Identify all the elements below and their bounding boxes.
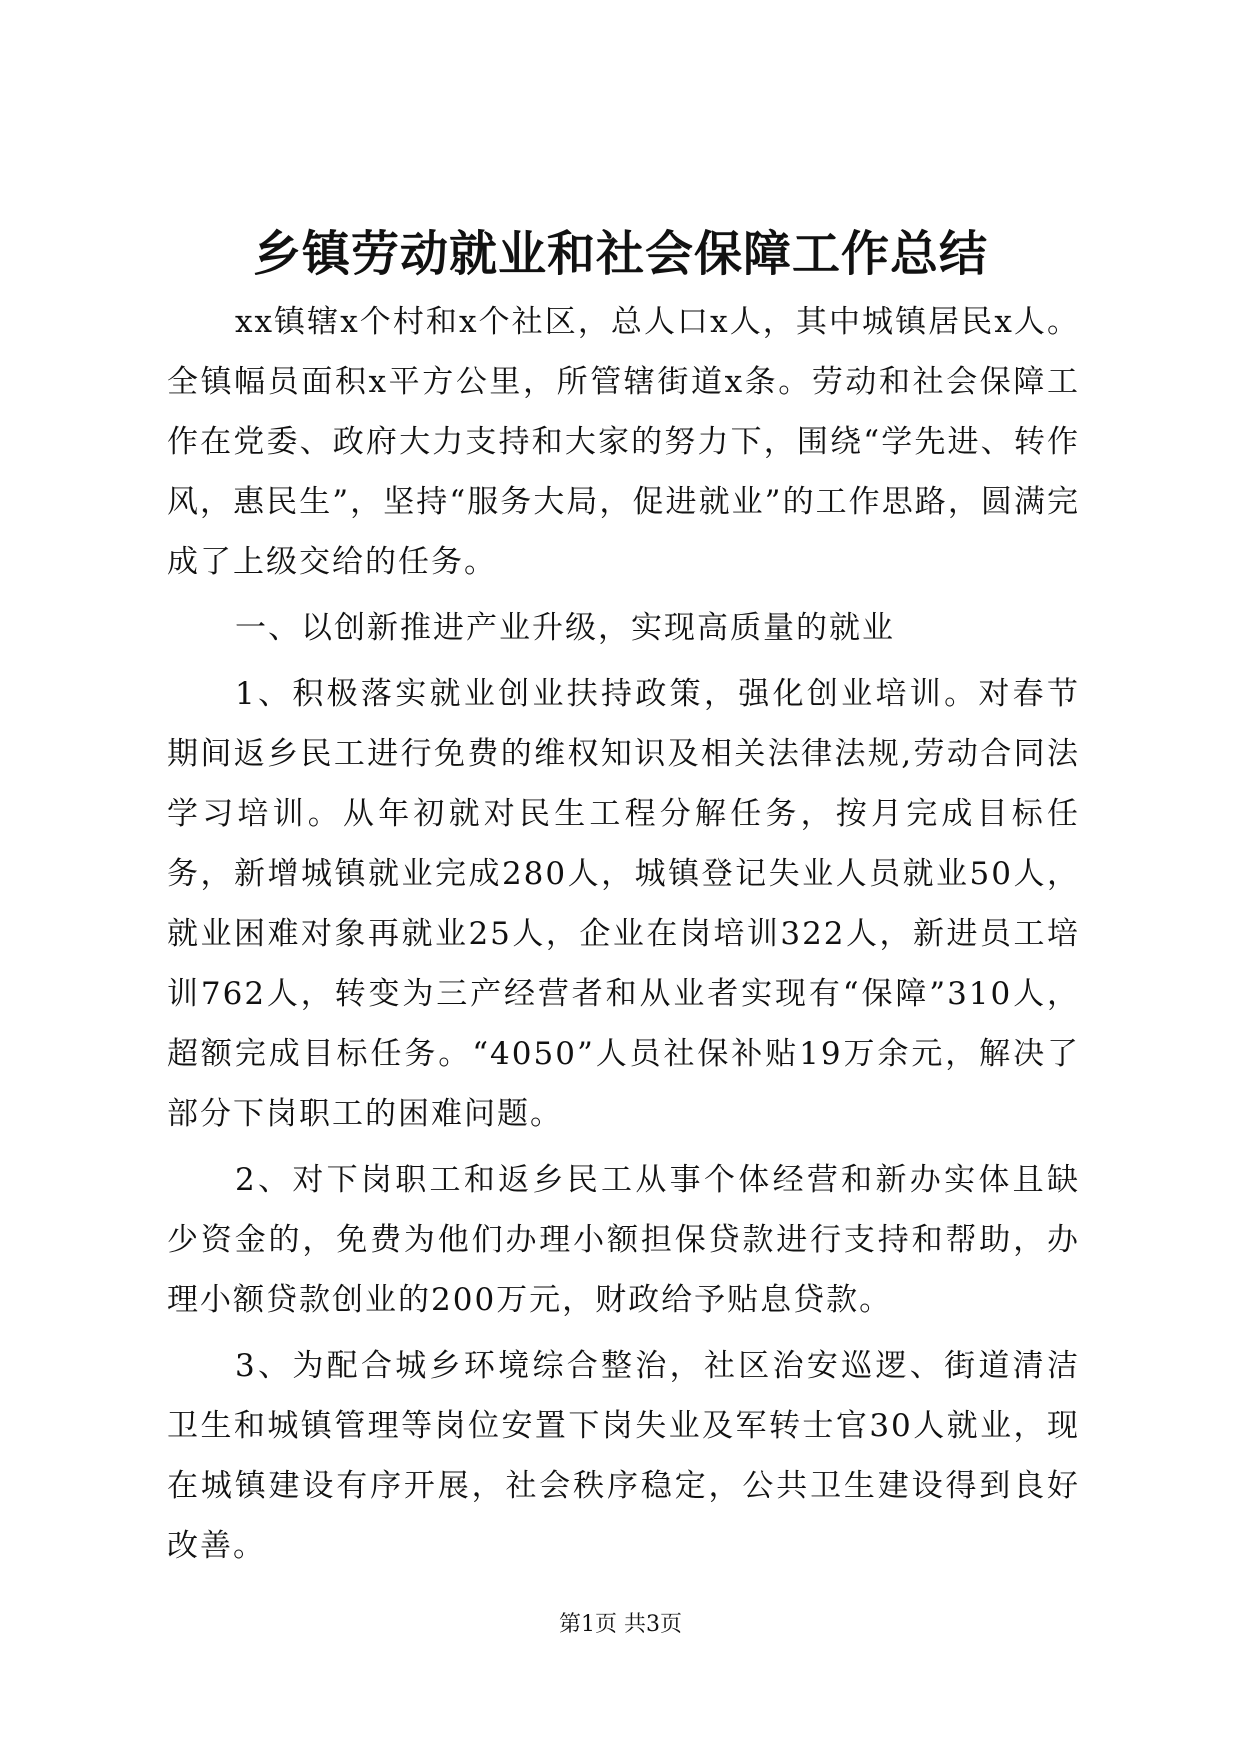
paragraph-item-2: 2、对下岗职工和返乡民工从事个体经营和新办实体且缺少资金的，免费为他们办理小额担保贷款进行支持和帮助，办理小额贷款创业的200万元，财政给予贴息贷款。 [167, 1162, 1080, 1318]
section-heading-1: 一、以创新推进产业升级，实现高质量的就业 [235, 610, 895, 646]
document-body [167, 292, 1080, 1582]
page-footer: 第1页 共3页 [559, 1612, 682, 1637]
paragraph-item-1: 1、积极落实就业创业扶持政策，强化创业培训。对春节期间返乡民工进行免费的维权知识及相关法律法规,劳动合同法学习培训。从年初就对民生工程分解任务，按月完成目标任务，新增城镇就业完成280人，城镇登记失业人员就业50人，就业困难对象再就业25人，企业在岗培训322人，新进员工培训762人，转变为三产经营者和从业者实现有“保障”310人，超额完成目标任务。“4050”人员社保补贴19万余元，解决了部分下岗职工的困难问题。 [167, 676, 1080, 1132]
paragraph-intro: xx镇辖x个村和x个社区，总人口x人，其中城镇居民x人。全镇幅员面积x平方公里，所管辖街道x条。劳动和社会保障工作在党委、政府大力支持和大家的努力下，围绕“学先进、转作风，惠民生”，坚持“服务大局，促进就业”的工作思路，圆满完成了上级交给的任务。 [167, 304, 1080, 580]
document-title: 乡镇劳动就业和社会保障工作总结 [252, 226, 988, 282]
paragraph-item-3: 3、为配合城乡环境综合整治，社区治安巡逻、街道清洁卫生和城镇管理等岗位安置下岗失业及军转士官30人就业，现在城镇建设有序开展，社会秩序稳定，公共卫生建设得到良好改善。 [167, 1348, 1080, 1564]
